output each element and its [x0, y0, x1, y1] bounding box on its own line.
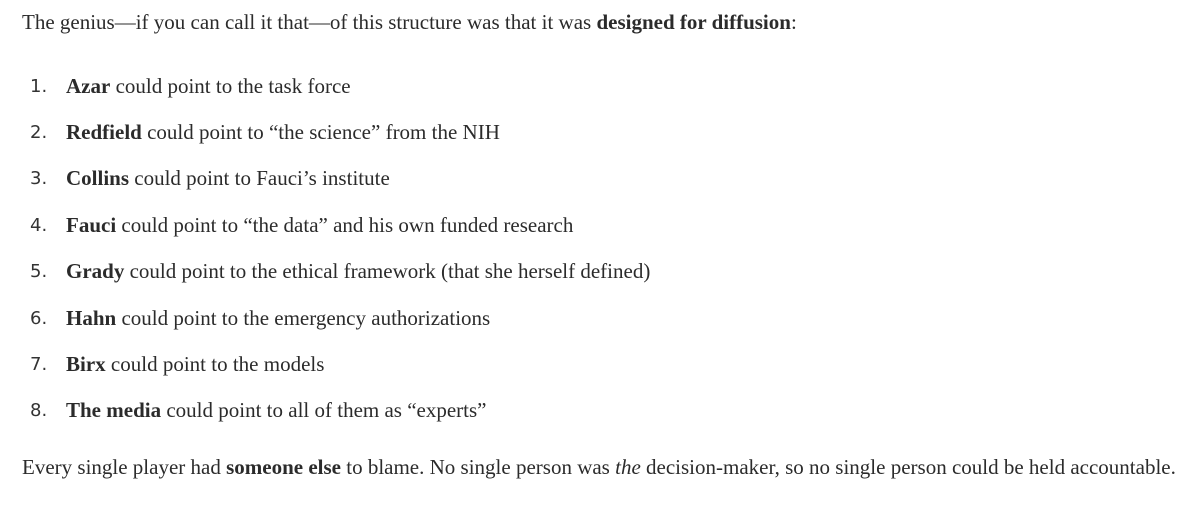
list-item — [22, 249, 650, 295]
list-number: 3. — [30, 168, 48, 190]
intro-text: The genius—if you can call it that—of this structure was that it was — [22, 10, 597, 34]
list-number: 7. — [30, 354, 48, 376]
list-item — [22, 295, 650, 341]
list-name: Hahn — [66, 305, 117, 330]
list-name: The media — [66, 398, 162, 423]
outro-text-1: Every single player had — [22, 455, 227, 479]
list-item — [22, 63, 650, 109]
numbered-list — [22, 63, 650, 434]
list-number: 2. — [30, 122, 48, 144]
list-item — [22, 202, 650, 248]
list-text: could point to the models — [105, 352, 325, 377]
list-item — [22, 388, 650, 434]
list-text: could point to the ethical framework (that she herself defined) — [124, 259, 651, 284]
list-text: could point to Fauci’s institute — [129, 166, 390, 191]
outro-italic-word: the — [615, 455, 641, 479]
closing-paragraph — [22, 449, 1187, 485]
list-name: Collins — [66, 166, 130, 191]
intro-bold-phrase: designed for diffusion — [596, 10, 791, 34]
list-number: 6. — [30, 307, 48, 329]
outro-text-2: to blame. No single person was — [340, 455, 616, 479]
outro-bold-phrase: someone else — [226, 455, 341, 479]
list-number: 5. — [30, 261, 48, 283]
list-name: Birx — [66, 352, 106, 377]
list-name: Redfield — [66, 120, 142, 145]
list-text: could point to “the science” from the NIH — [141, 120, 500, 145]
list-text: could point to the emergency authorizations — [116, 305, 491, 330]
outro-text-3: decision-maker, so no single person could be held accountable. — [640, 455, 1176, 479]
list-number: 8. — [30, 400, 48, 422]
list-text: could point to all of them as “experts” — [161, 398, 487, 423]
list-item — [22, 341, 650, 387]
intro-colon: : — [790, 10, 797, 34]
list-item — [22, 109, 650, 155]
list-item — [22, 156, 650, 202]
list-text: could point to the task force — [110, 73, 351, 98]
list-name: Fauci — [66, 212, 117, 237]
list-text: could point to “the data” and his own funded research — [116, 212, 574, 237]
list-name: Grady — [66, 259, 125, 284]
list-name: Azar — [66, 73, 111, 98]
list-number: 1. — [30, 75, 48, 97]
intro-paragraph — [22, 7, 797, 37]
list-number: 4. — [30, 214, 48, 236]
